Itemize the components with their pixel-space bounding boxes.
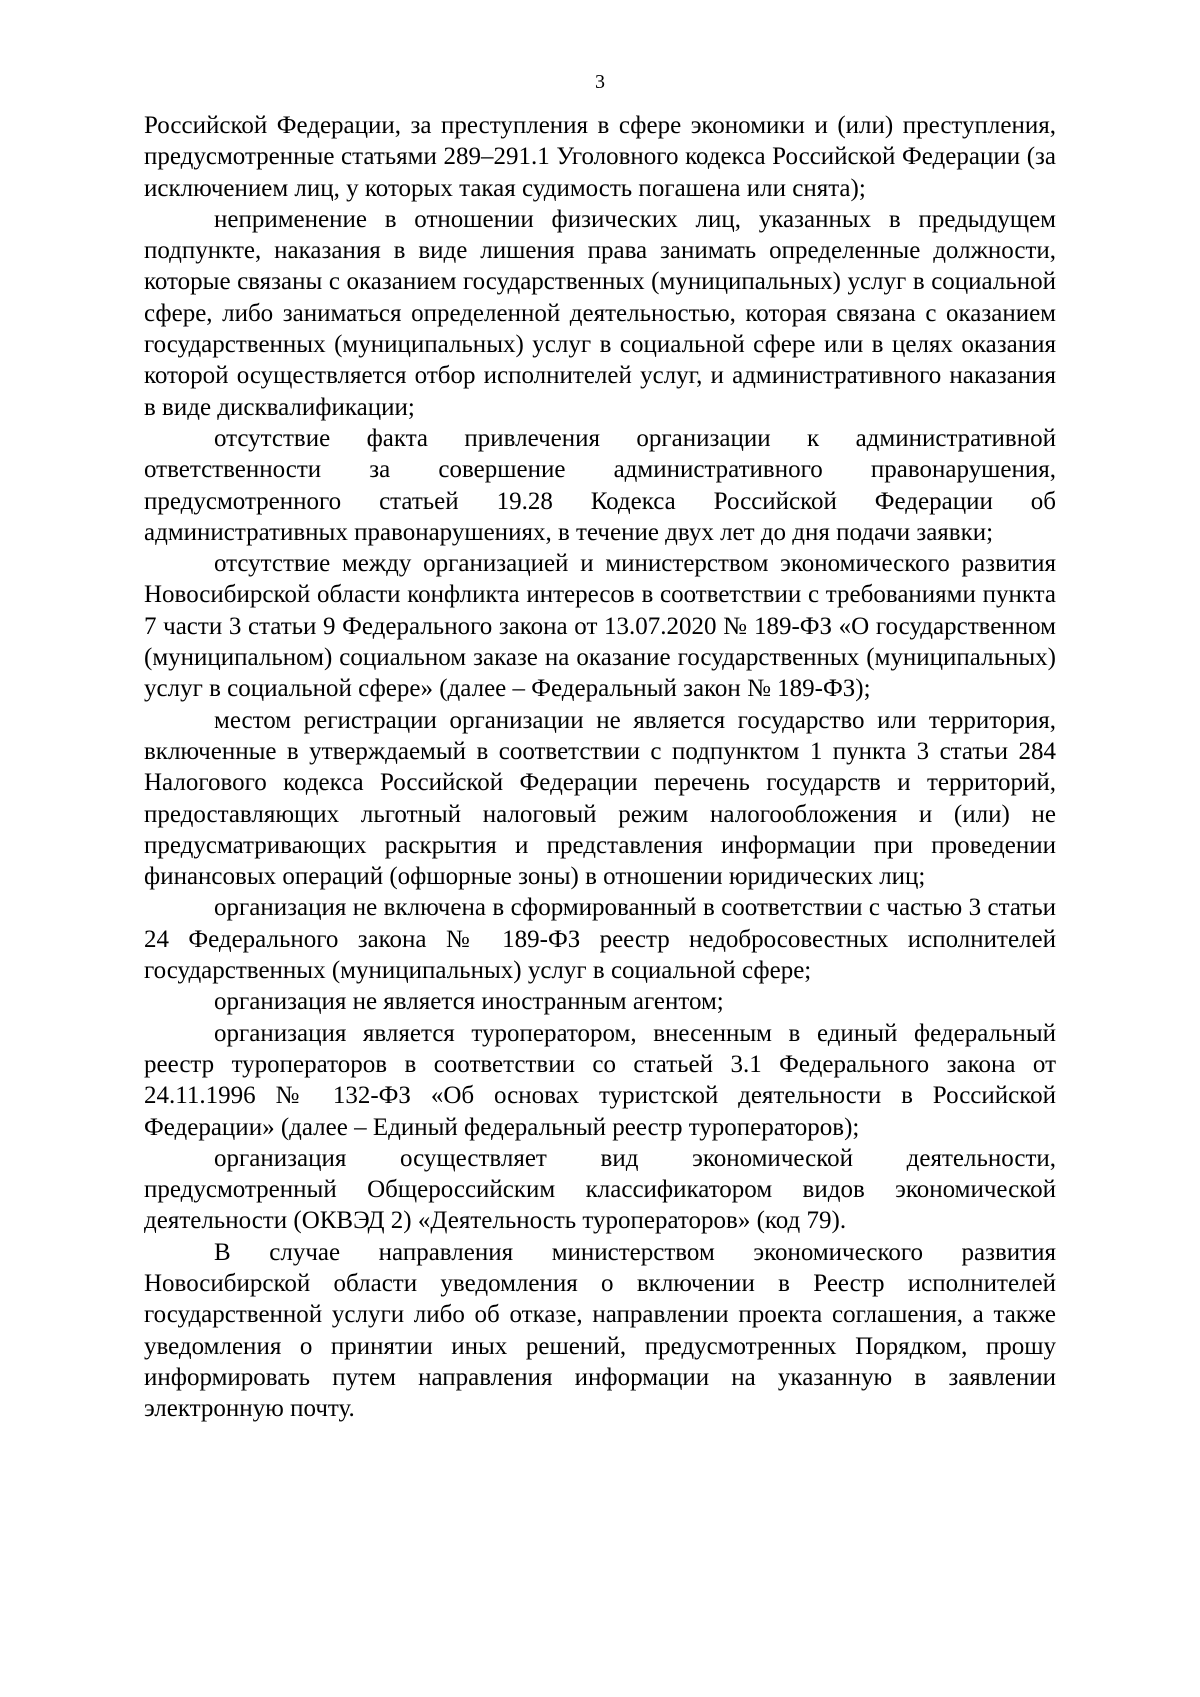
paragraph-disqualification: неприменение в отношении физических лиц, указанных в предыдущем подпункте, наказания в виде лишения права занимать определенные должности, которые связаны с оказанием государственных (муниципальных) услуг в социальной сфере, либо заниматься определенной деятельностью, которая связана с оказанием государственных (муниципальных) услуг в социальной сфере или в целях оказания которой осуществляется отбор исполнителей услуг, и административного наказания в виде дисквалификации; — [144, 205, 1056, 421]
paragraph-continuation: Российской Федерации, за преступления в сфере экономики и (или) преступления, предусмотренные статьями 289–291.1 Уголовного кодекса Российской Федерации (за исключением лиц, у которых такая судимость погашена или снята); — [144, 112, 1056, 202]
paragraph-tour-operator-registry: организация является туроператором, внесенным в единый федеральный реестр туроператоров в соответствии со статьей 3.1 Федерального закона от 24.11.1996 № 132-ФЗ «Об основах туристской деятельности в Российской Федерации» (далее – Единый федеральный реестр туроператоров); — [144, 1019, 1056, 1141]
paragraph-unfair-contractors-registry: организация не включена в сформированный в соответствии с частью 3 статьи 24 Федерального закона № 189-ФЗ реестр недобросовестных исполнителей государственных (муниципальных) услуг в социальной сфере; — [144, 894, 1056, 985]
paragraph-notification-request: В случае направления министерством экономического развития Новосибирской области уведомления о включении в Реестр исполнителей государственной услуги либо об отказе, направлении проекта соглашения, а также уведомления о принятии иных решений, предусмотренных Порядком, прошу информировать путем направления информации на указанную в заявлении электронную почту. — [144, 1238, 1056, 1423]
document-body — [144, 110, 1056, 1424]
paragraph-conflict-of-interest: отсутствие между организацией и министерством экономического развития Новосибирской области конфликта интересов в соответствии с требованиями пункта 7 части 3 статьи 9 Федерального закона от 13.07.2020 № 189-ФЗ «О государственном (муниципальном) социальном заказе на оказание государственных (муниципальных) услуг в социальной сфере» (далее – Федеральный закон № 189-ФЗ); — [144, 550, 1056, 703]
paragraph-okved: организация осуществляет вид экономической деятельности, предусмотренный Общероссийским классификатором видов экономической деятельности (ОКВЭД 2) «Деятельность туроператоров» (код 79). — [144, 1144, 1056, 1235]
paragraph-foreign-agent: организация не является иностранным агентом; — [214, 988, 724, 1016]
page-number: 3 — [595, 71, 605, 93]
paragraph-offshore-zones: местом регистрации организации не является государство или территория, включенные в утверждаемый в соответствии с подпунктом 1 пункта 3 статьи 284 Налогового кодекса Российской Федерации перечень государств и территорий, предоставляющих льготный налоговый режим налогообложения и (или) не предусматривающих раскрытия и представления информации при проведении финансовых операций (офшорные зоны) в отношении юридических лиц; — [144, 706, 1056, 891]
paragraph-administrative-liability: отсутствие факта привлечения организации к административной ответственности за совершение административного правонарушения, предусмотренного статьей 19.28 Кодекса Российской Федерации об административных правонарушениях, в течение двух лет до дня подачи заявки; — [144, 424, 1056, 546]
